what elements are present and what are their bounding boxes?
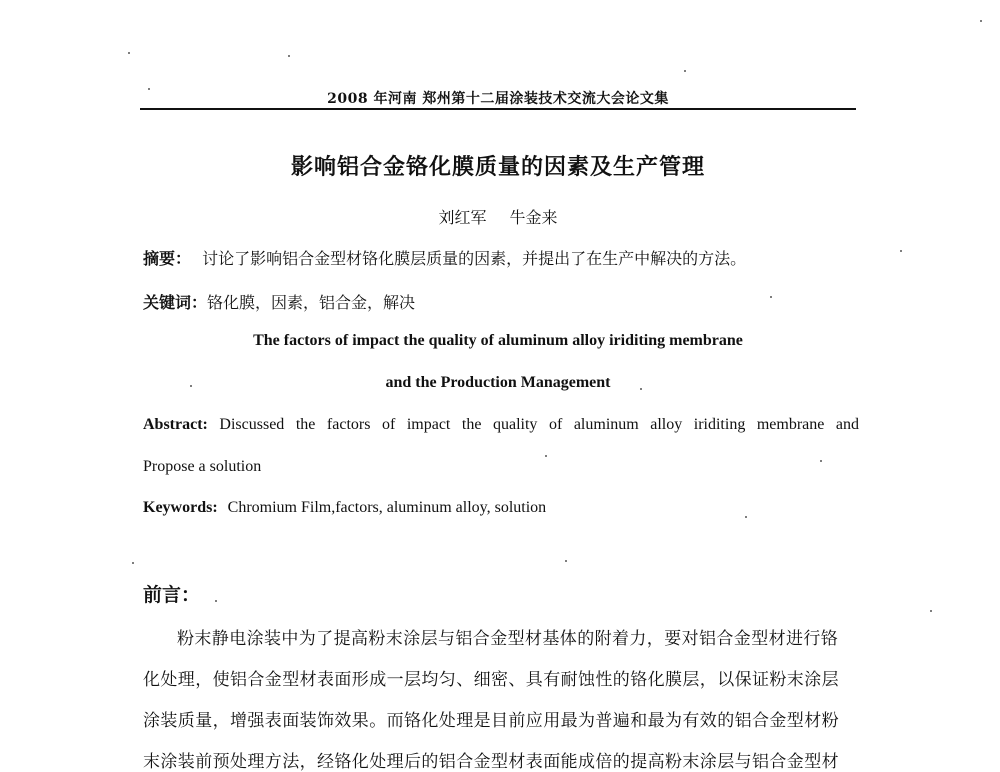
scan-speck [930, 610, 932, 612]
body-line: 涂装质量，增强表面装饰效果。而铬化处理是目前应用最为普遍和最为有效的铝合金型材粉 [143, 711, 839, 731]
scan-speck [640, 388, 642, 390]
body-line: 末涂装前预处理方法，经铬化处理后的铝合金型材表面能成倍的提高粉末涂层与铝合金型材 [143, 752, 839, 772]
scan-speck [545, 455, 547, 457]
scan-speck [684, 70, 686, 72]
paper-title: 影响铝合金铬化膜质量的因素及生产管理 [290, 154, 705, 180]
english-title-line-2: and the Production Management [385, 374, 611, 391]
scan-speck [565, 560, 567, 562]
scan-speck [128, 52, 130, 54]
scan-speck [900, 250, 902, 252]
keywords-cn-label: 关键词： [143, 293, 208, 312]
scan-speck [288, 55, 290, 57]
keywords-en-text: Chromium Film,factors, aluminum alloy, solution [227, 499, 547, 516]
scan-speck [980, 20, 982, 22]
abstract-en-label: Abstract: [143, 416, 208, 433]
scan-speck [770, 296, 772, 298]
abstract-cn-label: 摘要： [143, 249, 192, 268]
abstract-cn-text: 讨论了影响铝合金型材铬化膜层质量的因素，并提出了在生产中解决的方法。 [202, 249, 747, 268]
scan-speck [190, 385, 192, 387]
body-line: 化处理，使铝合金型材表面形成一层均匀、细密、具有耐蚀性的铬化膜层，以保证粉末涂层 [143, 670, 839, 690]
abstract-cn [143, 246, 859, 269]
scan-speck [745, 516, 747, 518]
author-list [140, 205, 856, 228]
scan-speck [215, 600, 217, 602]
header-rule [140, 108, 856, 110]
abstract-en-text: Discussed the factors of impact the quality of aluminum alloy iriditing membrane and [219, 416, 860, 433]
abstract-en-line-1 [143, 416, 859, 434]
keywords-en-label: Keywords: [143, 499, 218, 516]
abstract-en-line-2: Propose a solution [143, 458, 262, 475]
scan-speck [148, 88, 150, 90]
english-title-line-1: The factors of impact the quality of aluminum alloy iriditing membrane [253, 332, 743, 349]
body-line: 粉末静电涂装中为了提高粉末涂层与铝合金型材基体的附着力，要对铝合金型材进行铬 [177, 629, 839, 649]
keywords-cn-text: 铬化膜，因素，铝合金，解决 [207, 293, 416, 312]
running-header: 2008 年河南 郑州第十二届涂装技术交流大会论文集 [327, 91, 669, 107]
section-heading: 前言： [143, 584, 201, 606]
author-name: 牛金来 [509, 208, 558, 227]
keywords-en [143, 499, 859, 517]
keywords-cn [143, 290, 859, 313]
author-name: 刘红军 [438, 208, 487, 227]
scan-speck [820, 460, 822, 462]
scan-speck [132, 562, 134, 564]
